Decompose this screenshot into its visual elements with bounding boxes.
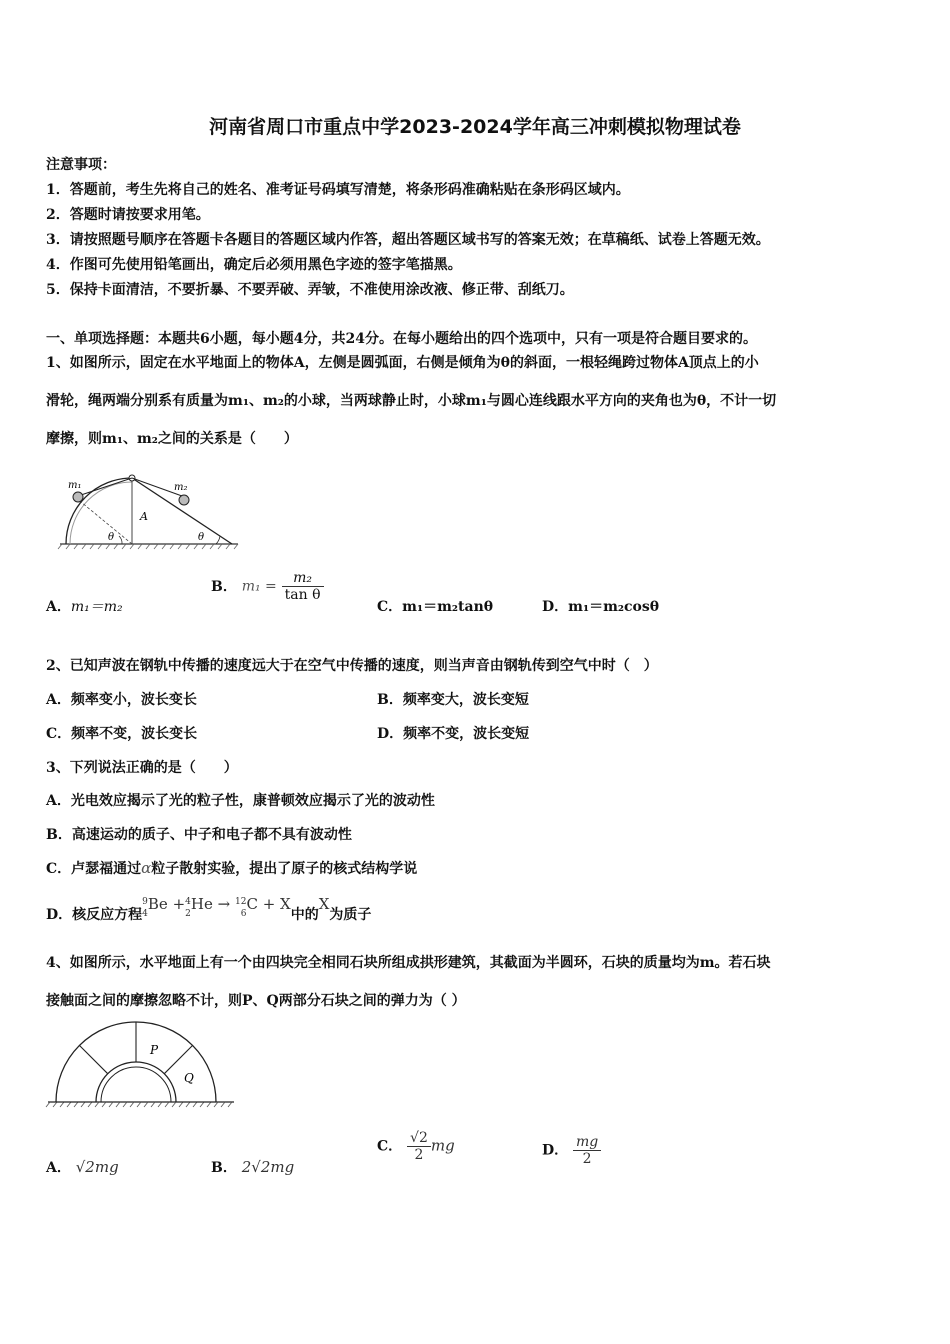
q3-option-c[interactable] — [46, 858, 417, 878]
q4-option-a-expr: √2mg — [75, 1158, 119, 1176]
q2-option-a[interactable]: A．频率变小，波长变长 — [46, 692, 197, 708]
notice-item-2: 2．答题时请按要求用笔。 — [46, 207, 210, 223]
q4-option-d[interactable] — [542, 1134, 601, 1167]
q3-option-d-x: X — [318, 895, 330, 913]
q3-nuclear-equation — [142, 895, 291, 919]
q2-stem: 2、已知声波在钢轨中传播的速度远大于在空气中传播的速度，则当声音由钢轨传到空气中时（ ） — [46, 658, 658, 674]
q4-option-c-den: 2 — [414, 1147, 424, 1163]
q1-option-a-letter: A． — [46, 599, 71, 615]
q1-option-b-letter: B． — [211, 578, 237, 595]
q4-option-a-letter: A． — [46, 1160, 71, 1176]
q1-stem-line3: 摩擦，则m₁、m₂之间的关系是（ ） — [46, 431, 298, 447]
plus-x: + X — [262, 895, 291, 913]
q1-option-b-den: tan θ — [284, 587, 321, 603]
notice-item-3: 3．请按照题号顺序在答题卡各题目的答题区域内作答，超出答题区域书写的答案无效；在草稿纸、试卷上答题无效。 — [46, 232, 770, 248]
q3-option-b[interactable]: B．高速运动的质子、中子和电子都不具有波动性 — [46, 827, 352, 843]
q1-figure — [56, 462, 246, 552]
q1-option-c-text: m₁＝m₂tanθ — [402, 599, 494, 615]
q4-stem-line1: 4、如图所示，水平地面上有一个由四块完全相同石块所组成拱形建筑，其截面为半圆环，石块的质量均为m。若石块 — [46, 955, 771, 971]
q1-stem-line2: 滑轮，绳两端分别系有质量为m₁、m₂的小球，当两球静止时，小球m₁与圆心连线跟水平方向的夹角也为θ，不计一切 — [46, 393, 777, 409]
q4-figure — [44, 1018, 238, 1112]
q1-option-b-fraction — [282, 570, 324, 603]
q3-option-d-mid: 中的 — [290, 907, 319, 923]
q4-option-c-num: √2 — [407, 1130, 431, 1147]
c-mass: 12 — [234, 897, 247, 907]
he-mass: 4 — [185, 897, 191, 907]
notice-item-1: 1．答题前，考生先将自己的姓名、准考证号码填写清楚，将条形码准确粘贴在条形码区域内。 — [46, 182, 630, 198]
q3-option-d[interactable] — [46, 894, 372, 923]
he-atomic: 2 — [185, 909, 191, 919]
q4-option-d-den: 2 — [582, 1151, 592, 1167]
q4-option-d-letter: D． — [542, 1142, 569, 1159]
q4-fig-P: P — [150, 1043, 159, 1057]
c-nuclide-indices — [235, 895, 246, 919]
q1-fig-theta-left: θ — [108, 532, 115, 543]
q1-option-d[interactable] — [542, 596, 659, 616]
q3-stem: 3、下列说法正确的是（ ） — [46, 760, 238, 776]
be-atomic: 4 — [142, 909, 148, 919]
notice-item-4: 4．作图可先使用铅笔画出，确定后必须用黑色字迹的签字笔描黑。 — [46, 257, 462, 273]
q4-stem-line2: 接触面之间的摩擦忽略不计，则P、Q两部分石块之间的弹力为（ ） — [46, 993, 466, 1009]
q4-option-b-expr: 2√2mg — [241, 1158, 295, 1176]
q1-option-b[interactable] — [211, 570, 324, 603]
q1-option-c[interactable] — [377, 596, 493, 616]
q1-option-a[interactable] — [46, 596, 123, 616]
c-atomic: 6 — [240, 909, 247, 919]
q4-option-c-after: mg — [430, 1136, 455, 1155]
q1-option-a-text: m₁＝m₂ — [70, 599, 123, 615]
notice-heading: 注意事项： — [46, 157, 116, 173]
q4-option-a[interactable] — [46, 1157, 119, 1177]
c-symbol: C — [246, 895, 258, 913]
q4-option-d-num: mg — [573, 1134, 601, 1151]
arrow: → — [217, 895, 231, 913]
q4-option-c[interactable] — [377, 1130, 455, 1163]
q3-option-c-pre: C．卢瑟福通过 — [46, 861, 142, 877]
q1-option-b-num: m₂ — [282, 570, 324, 587]
q2-option-b[interactable]: B．频率变大，波长变短 — [377, 692, 529, 708]
q1-stem-line1: 1、如图所示，固定在水平地面上的物体A，左侧是圆弧面，右侧是倾角为θ的斜面，一根轻绳跨过物体A顶点上的小 — [46, 355, 759, 371]
plus-sign-1: + — [172, 895, 186, 913]
q2-option-d[interactable]: D．频率不变，波长变短 — [377, 726, 530, 742]
q4-option-b[interactable] — [211, 1157, 294, 1177]
q4-option-c-letter: C． — [377, 1138, 403, 1155]
q1-option-d-letter: D． — [542, 599, 569, 615]
be-symbol: Be — [147, 895, 168, 913]
q4-option-c-fraction — [407, 1130, 431, 1163]
q3-option-a[interactable]: A．光电效应揭示了光的粒子性，康普顿效应揭示了光的波动性 — [46, 793, 435, 809]
q1-fig-A: A — [140, 510, 148, 523]
q3-option-d-pre: D．核反应方程 — [46, 907, 143, 923]
q3-option-c-post: 粒子散射实验，提出了原子的核式结构学说 — [151, 861, 418, 877]
be-mass: 9 — [142, 897, 148, 907]
page-title: 河南省周口市重点中学2023-2024学年高三冲刺模拟物理试卷 — [209, 116, 741, 138]
he-symbol: He — [190, 895, 213, 913]
q1-option-b-lhs: m₁ = — [241, 578, 277, 595]
q1-fig-m2: m₂ — [174, 482, 188, 493]
q3-option-c-alpha: α — [141, 859, 152, 877]
notice-item-5: 5．保持卡面清洁，不要折暴、不要弄破、弄皱，不准使用涂改液、修正带、刮纸刀。 — [46, 282, 574, 298]
q1-fig-theta-right: θ — [198, 532, 205, 543]
q4-fig-Q: Q — [184, 1071, 194, 1085]
q4-option-d-fraction — [573, 1134, 601, 1167]
q1-option-d-text: m₁＝m₂cosθ — [568, 599, 660, 615]
q2-option-c[interactable]: C．频率不变，波长变长 — [46, 726, 198, 742]
section-heading: 一、单项选择题：本题共6小题，每小题4分，共24分。在每小题给出的四个选项中，只有一项是符合题目要求的。 — [46, 331, 757, 347]
q4-option-b-letter: B． — [211, 1160, 237, 1176]
q1-option-c-letter: C． — [377, 599, 403, 615]
q1-fig-m1: m₁ — [68, 480, 82, 491]
q3-option-d-post: 为质子 — [329, 907, 372, 923]
